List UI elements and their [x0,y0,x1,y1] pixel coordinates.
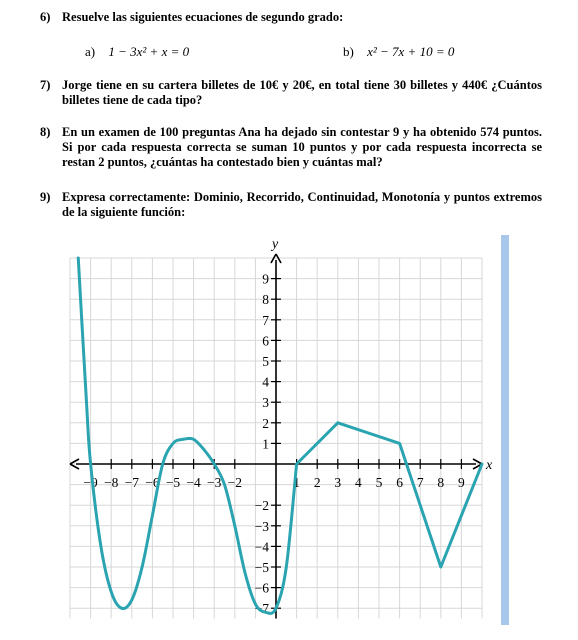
x-axis-label: x [486,458,493,473]
y-tick-label: 1 [262,436,269,452]
x-tick-label: −3 [207,475,222,490]
y-tick-label: 2 [262,415,269,431]
question-text: Jorge tiene en su cartera billetes de 10€ y 20€, en total tiene 30 billetes y 440€ ¿Cuántos billetes tiene de cada tipo? [62,78,542,107]
x-tick-label: 3 [334,475,342,490]
y-tick-label: 3 [262,395,269,411]
x-tick-label: −6 [145,475,160,490]
y-tick-label: −4 [254,539,269,555]
y-tick-label: 6 [262,333,269,349]
x-tick-label: −5 [165,475,181,490]
x-tick-label: 1 [293,475,300,490]
x-tick-label: 8 [437,475,445,490]
function-line [78,258,482,613]
y-tick-label: 7 [262,312,269,328]
equation-text: x² − 7x + 10 = 0 [367,44,455,59]
x-tick-label: 6 [396,475,403,490]
question-text: Expresa correctamente: Dominio, Recorrido, Continuidad, Monotonía y puntos extremos de la siguiente función: [62,190,542,219]
x-tick-label: 2 [313,475,321,490]
y-tick-label: 5 [262,354,269,369]
y-tick-label: 4 [262,374,269,390]
y-tick-label: −7 [254,601,269,617]
question-text: En un examen de 100 preguntas Ana ha dejado sin contestar 9 y ha obtenido 574 puntos. Si por cada respuesta correcta se suman 10 puntos y por cada respuesta incorrecta se restan 2 puntos, ¿cuántas ha contestado bien y cuántas mal? [62,125,542,169]
x-tick-label: −2 [227,475,242,490]
y-tick-label: −5 [254,560,269,575]
x-tick-label: 5 [375,475,383,490]
y-tick-label: 8 [262,292,269,308]
x-tick-label: −7 [124,475,139,490]
x-tick-label: −8 [104,475,119,490]
function-graph [55,232,505,627]
y-tick-label: 9 [262,271,269,287]
x-tick-label: −4 [186,475,201,490]
y-axis-label: y [272,237,279,252]
x-tick-label: −9 [83,475,98,490]
equation-b [343,44,454,60]
y-tick-label: −2 [254,498,269,514]
equation-label: a) [85,44,96,59]
question-number: 8) [40,125,51,139]
y-tick-label: −6 [254,580,269,596]
equation-a [85,44,189,60]
scrollbar-strip [501,235,509,625]
question-number: 6) [40,10,51,24]
question-number: 9) [40,190,51,204]
x-tick-label: 7 [416,475,424,490]
x-tick-label: 4 [355,475,362,490]
y-tick-label: −3 [254,518,269,534]
equation-label: b) [343,44,354,59]
function-curve [77,257,483,617]
x-tick-label: 9 [458,475,465,490]
question-text: Resuelve las siguientes ecuaciones de segundo grado: [62,10,344,24]
equation-text: 1 − 3x² + x = 0 [108,44,190,59]
question-number: 7) [40,78,51,92]
